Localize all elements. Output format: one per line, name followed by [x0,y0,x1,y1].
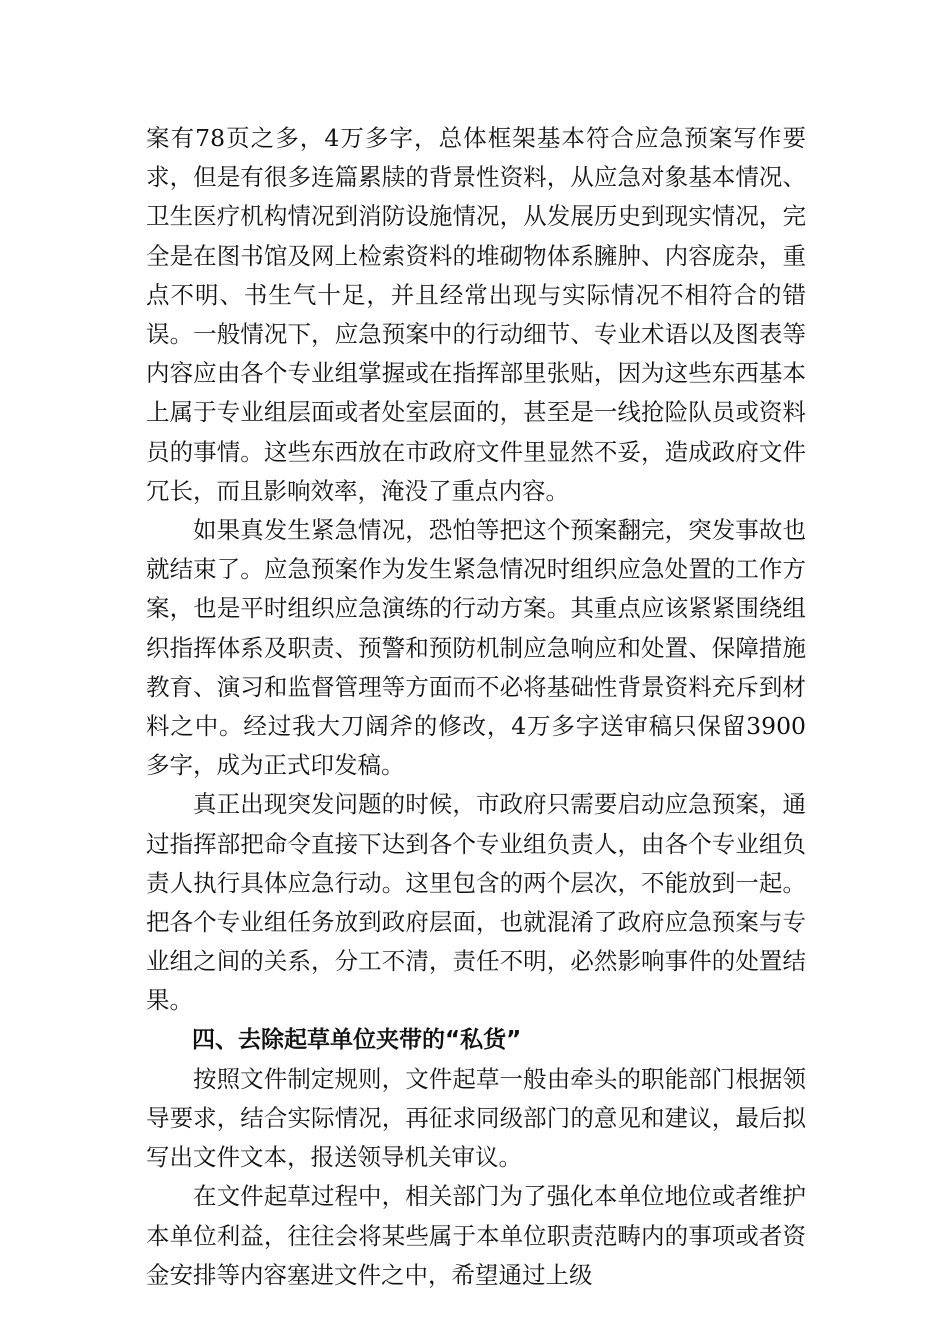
paragraph: 真正出现突发问题的时候，市政府只需要启动应急预案，通过指挥部把命令直接下达到各个专业组负责人，由各个专业组负责人执行具体应急行动。这里包含的两个层次，不能放到一起。把各个专业组任务放到政府层面，也就混淆了政府应急预案与专业组之间的关系，分工不清，责任不明，必然影响事件的处置结果。 [146,790,806,1015]
section-heading: 四、去除起草单位夹带的“私货” [192,1026,522,1053]
paragraph: 如果真发生紧急情况，恐怕等把这个预案翻完，突发事故也就结束了。应急预案作为发生紧急情况时组织应急处置的工作方案，也是平时组织应急演练的行动方案。其重点应该紧紧围绕组织指挥体系及职责、预警和预防机制应急响应和处置、保障措施教育、演习和监督管理等方面而不必将基础性背景资料充斥到材料之中。经过我大刀阔斧的修改，4万多字送审稿只保留3900多字，成为正式印发稿。 [146,516,806,780]
paragraph: 在文件起草过程中，相关部门为了强化本单位地位或者维护本单位利益，往往会将某些属于本单位职责范畴内的事项或者资金安排等内容塞进文件之中，希望通过上级 [146,1182,806,1289]
paragraph: 按照文件制定规则，文件起草一般由牵头的职能部门根据领导要求，结合实际情况，再征求同级部门的意见和建议，最后拟写出文件文本，报送领导机关审议。 [146,1064,806,1172]
paragraph-continuation: 案有78页之多，4万多字，总体框架基本符合应急预案写作要求，但是有很多连篇累牍的背景性资料，从应急对象基本情况、卫生医疗机构情况到消防设施情况，从发展历史到现实情况，完全是在图书馆及网上检索资料的堆砌物体系臃肿、内容庞杂，重点不明、书生气十足，并且经常出现与实际情况不相符合的错误。一般情况下，应急预案中的行动细节、专业术语以及图表等内容应由各个专业组掌握或在指挥部里张贴，因为这些东西基本上属于专业组层面或者处室层面的，甚至是一线抢险队员或资料员的事情。这些东西放在市政府文件里显然不妥，造成政府文件冗长，而且影响效率，淹没了重点内容。 [146,124,806,505]
document-body [146,119,806,1295]
